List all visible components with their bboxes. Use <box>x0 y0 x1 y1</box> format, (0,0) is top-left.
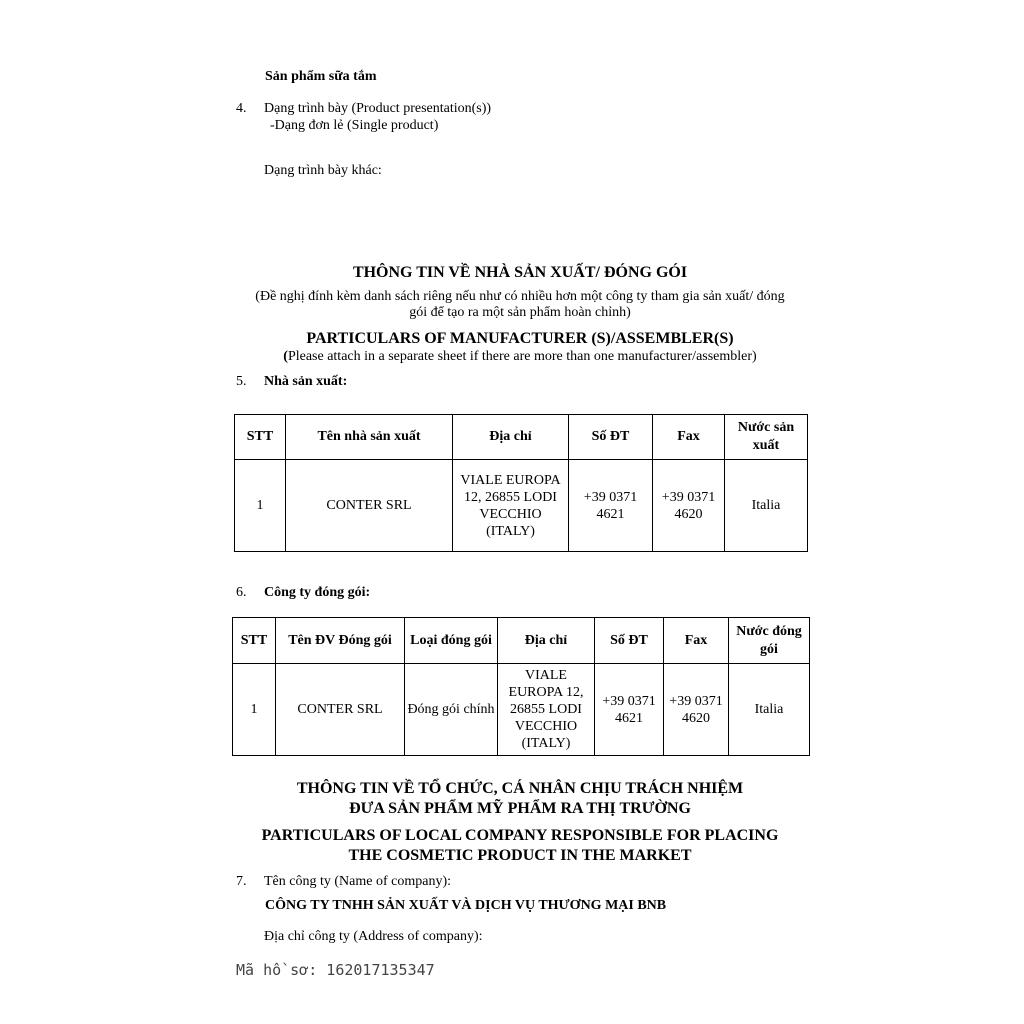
product-name: Sản phẩm sữa tắm <box>265 69 377 84</box>
cell-country: Italia <box>725 460 808 552</box>
cell-phone: +39 0371 4621 <box>595 664 664 756</box>
cell-stt: 1 <box>233 664 276 756</box>
item4-other: Dạng trình bày khác: <box>264 163 382 178</box>
header-country: Nước sản xuất <box>725 415 808 460</box>
manufacturer-title-vn: THÔNG TIN VỀ NHÀ SẢN XUẤT/ ĐÓNG GÓI <box>352 264 688 281</box>
cell-fax: +39 0371 4620 <box>664 664 729 756</box>
item4-label: Dạng trình bày (Product presentation(s)) <box>264 101 492 116</box>
item7-number: 7. <box>236 874 247 889</box>
table-header-row <box>235 415 808 460</box>
local-title-en-1: PARTICULARS OF LOCAL COMPANY RESPONSIBLE FOR PLACING <box>261 827 779 844</box>
header-fax: Fax <box>653 415 725 460</box>
assembler-table <box>232 617 810 756</box>
header-address: Địa chỉ <box>453 415 569 460</box>
header-type: Loại đóng gói <box>405 618 498 664</box>
item4-number: 4. <box>236 101 247 116</box>
table-row <box>235 460 808 552</box>
record-code: Mã hồ sơ: 162017135347 <box>236 961 435 979</box>
cell-phone: +39 0371 4621 <box>569 460 653 552</box>
local-title-vn-2: ĐƯA SẢN PHẨM MỸ PHẨM RA THỊ TRƯỜNG <box>349 800 691 817</box>
local-title-en-2: THE COSMETIC PRODUCT IN THE MARKET <box>348 847 692 864</box>
header-country: Nước đóng gói <box>729 618 810 664</box>
cell-name: CONTER SRL <box>286 460 453 552</box>
company-name: CÔNG TY TNHH SẢN XUẤT VÀ DỊCH VỤ THƯƠNG MẠI BNB <box>265 898 667 913</box>
header-phone: Số ĐT <box>595 618 664 664</box>
table-row <box>233 664 810 756</box>
header-name: Tên nhà sản xuất <box>286 415 453 460</box>
header-fax: Fax <box>664 618 729 664</box>
item6-label: Công ty đóng gói: <box>264 585 371 600</box>
manufacturer-title-en: PARTICULARS OF MANUFACTURER (S)/ASSEMBLER(S) <box>306 330 734 347</box>
company-address-label: Địa chỉ công ty (Address of company): <box>264 929 483 944</box>
header-address: Địa chỉ <box>498 618 595 664</box>
item5-number: 5. <box>236 374 247 389</box>
manufacturer-table <box>234 414 808 552</box>
cell-stt: 1 <box>235 460 286 552</box>
table-header-row <box>233 618 810 664</box>
manufacturer-note-vn-2: gói để tạo ra một sản phẩm hoàn chỉnh) <box>409 305 631 320</box>
manufacturer-note-vn-1: (Đề nghị đính kèm danh sách riêng nếu như có nhiều hơn một công ty tham gia sản xuất/ đóng <box>255 289 785 304</box>
item7-label: Tên công ty (Name of company): <box>264 874 451 889</box>
note-en-paren: ( <box>283 349 288 364</box>
cell-fax: +39 0371 4620 <box>653 460 725 552</box>
note-en-text: Please attach in a separate sheet if there are more than one manufacturer/assembler) <box>287 349 757 364</box>
header-stt: STT <box>233 618 276 664</box>
cell-address: VIALE EUROPA 12, 26855 LODI VECCHIO (ITALY) <box>453 460 569 552</box>
header-phone: Số ĐT <box>569 415 653 460</box>
manufacturer-note-en <box>0 349 1024 365</box>
header-stt: STT <box>235 415 286 460</box>
item4-value: -Dạng đơn lẻ (Single product) <box>270 118 439 133</box>
item6-number: 6. <box>236 585 247 600</box>
local-title-vn-1: THÔNG TIN VỀ TỔ CHỨC, CÁ NHÂN CHỊU TRÁCH NHIỆM <box>296 780 744 797</box>
cell-address: VIALE EUROPA 12, 26855 LODI VECCHIO (ITALY) <box>498 664 595 756</box>
header-name: Tên ĐV Đóng gói <box>276 618 405 664</box>
cell-name: CONTER SRL <box>276 664 405 756</box>
cell-type: Đóng gói chính <box>405 664 498 756</box>
cell-country: Italia <box>729 664 810 756</box>
item5-label: Nhà sản xuất: <box>264 374 348 389</box>
